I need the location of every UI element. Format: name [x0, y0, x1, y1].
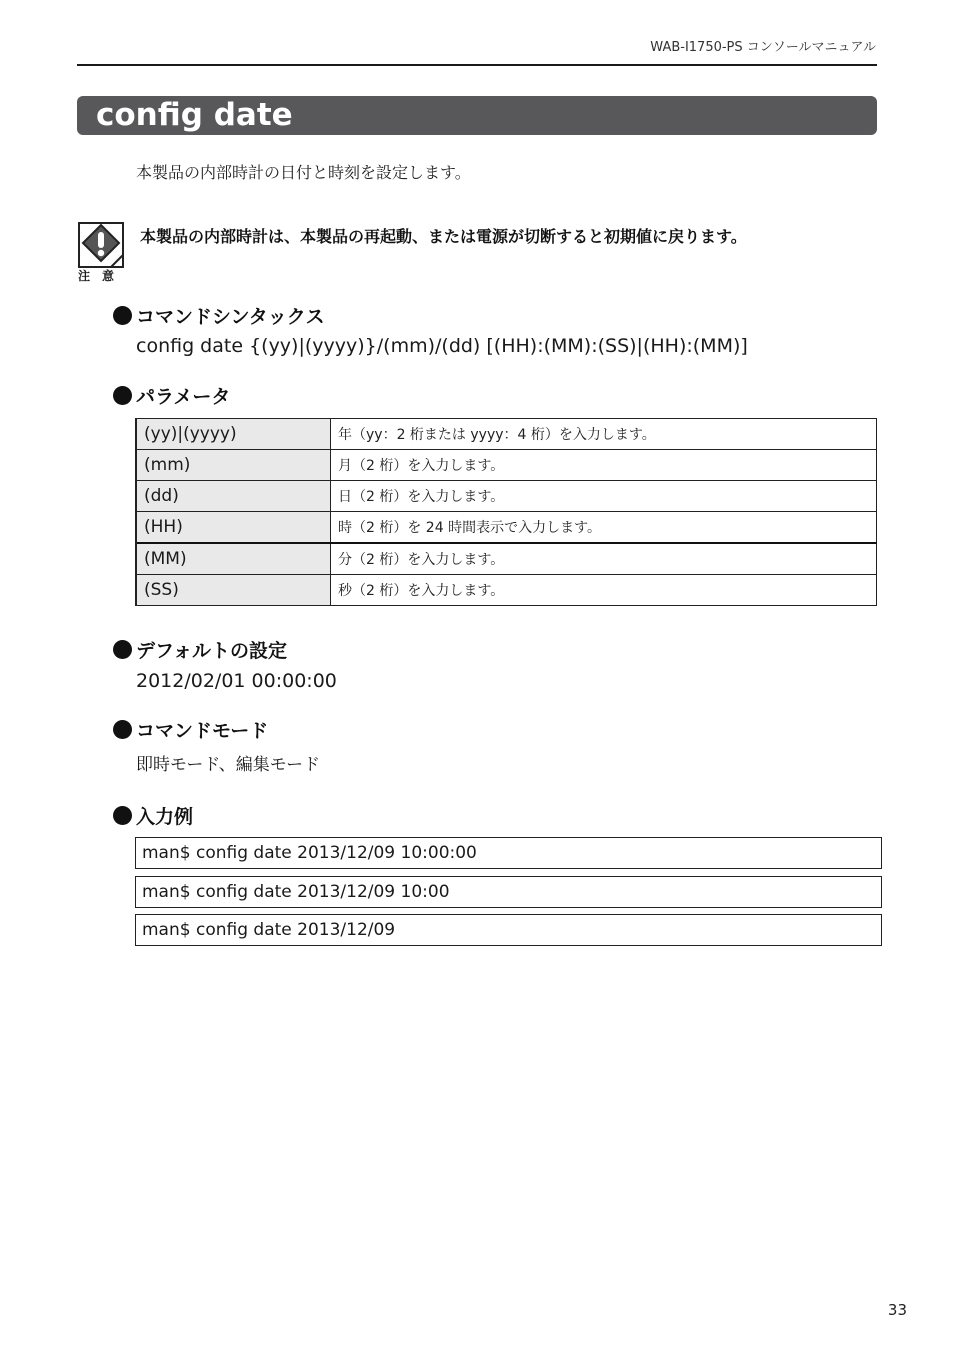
section-default-heading — [113, 636, 287, 663]
page-number: 33 — [887, 1301, 907, 1319]
table-row — [136, 481, 877, 512]
section-heading-label: パラメータ — [136, 386, 231, 408]
section-examples-heading — [113, 802, 193, 829]
param-name: (mm) — [136, 450, 331, 481]
caution-label: 注 意 — [78, 269, 115, 283]
running-header: WAB-I1750-PS コンソールマニュアル — [650, 40, 876, 55]
section-heading-label: 入力例 — [136, 806, 194, 828]
parameter-table — [135, 418, 877, 606]
header-rule — [77, 64, 877, 66]
bullet-icon — [113, 640, 132, 659]
table-row — [136, 512, 877, 544]
example-box: man$ config date 2013/12/09 10:00:00 — [135, 837, 882, 869]
section-params-heading — [113, 382, 230, 409]
section-syntax-heading — [113, 302, 325, 329]
title-bar — [77, 96, 877, 135]
param-description: 秒（2 桁）を入力します。 — [331, 575, 877, 606]
bullet-icon — [113, 720, 132, 739]
section-mode-heading — [113, 716, 268, 743]
default-value: 2012/02/01 00:00:00 — [136, 670, 337, 692]
table-row — [136, 575, 877, 606]
param-description: 年（yy：2 桁または yyyy：4 桁）を入力します。 — [331, 419, 877, 450]
param-name: (dd) — [136, 481, 331, 512]
intro-text: 本製品の内部時計の日付と時刻を設定します。 — [136, 163, 471, 182]
caution-text: 本製品の内部時計は、本製品の再起動、または電源が切断すると初期値に戻ります。 — [140, 227, 747, 246]
table-row — [136, 543, 877, 575]
command-mode-text: 即時モード、編集モード — [136, 755, 321, 775]
command-syntax: config date {(yy)|(yyyy)}/(mm)/(dd) [(HH):(MM):(SS)|(HH):(MM)] — [136, 335, 748, 357]
section-heading-label: コマンドモード — [136, 720, 269, 742]
bullet-icon — [113, 386, 132, 405]
param-name: (yy)|(yyyy) — [136, 419, 331, 450]
section-heading-label: コマンドシンタックス — [136, 306, 325, 328]
page-title: config date — [96, 97, 293, 133]
param-description: 時（2 桁）を 24 時間表示で入力します。 — [331, 512, 877, 544]
param-description: 月（2 桁）を入力します。 — [331, 450, 877, 481]
section-heading-label: デフォルトの設定 — [136, 640, 288, 662]
bullet-icon — [113, 306, 132, 325]
param-name: (MM) — [136, 543, 331, 575]
table-row — [136, 450, 877, 481]
param-description: 日（2 桁）を入力します。 — [331, 481, 877, 512]
example-box: man$ config date 2013/12/09 — [135, 914, 882, 946]
caution-icon — [77, 221, 125, 283]
example-box: man$ config date 2013/12/09 10:00 — [135, 876, 882, 908]
param-name: (SS) — [136, 575, 331, 606]
param-description: 分（2 桁）を入力します。 — [331, 543, 877, 575]
bullet-icon — [113, 806, 132, 825]
table-row — [136, 419, 877, 450]
param-name: (HH) — [136, 512, 331, 544]
